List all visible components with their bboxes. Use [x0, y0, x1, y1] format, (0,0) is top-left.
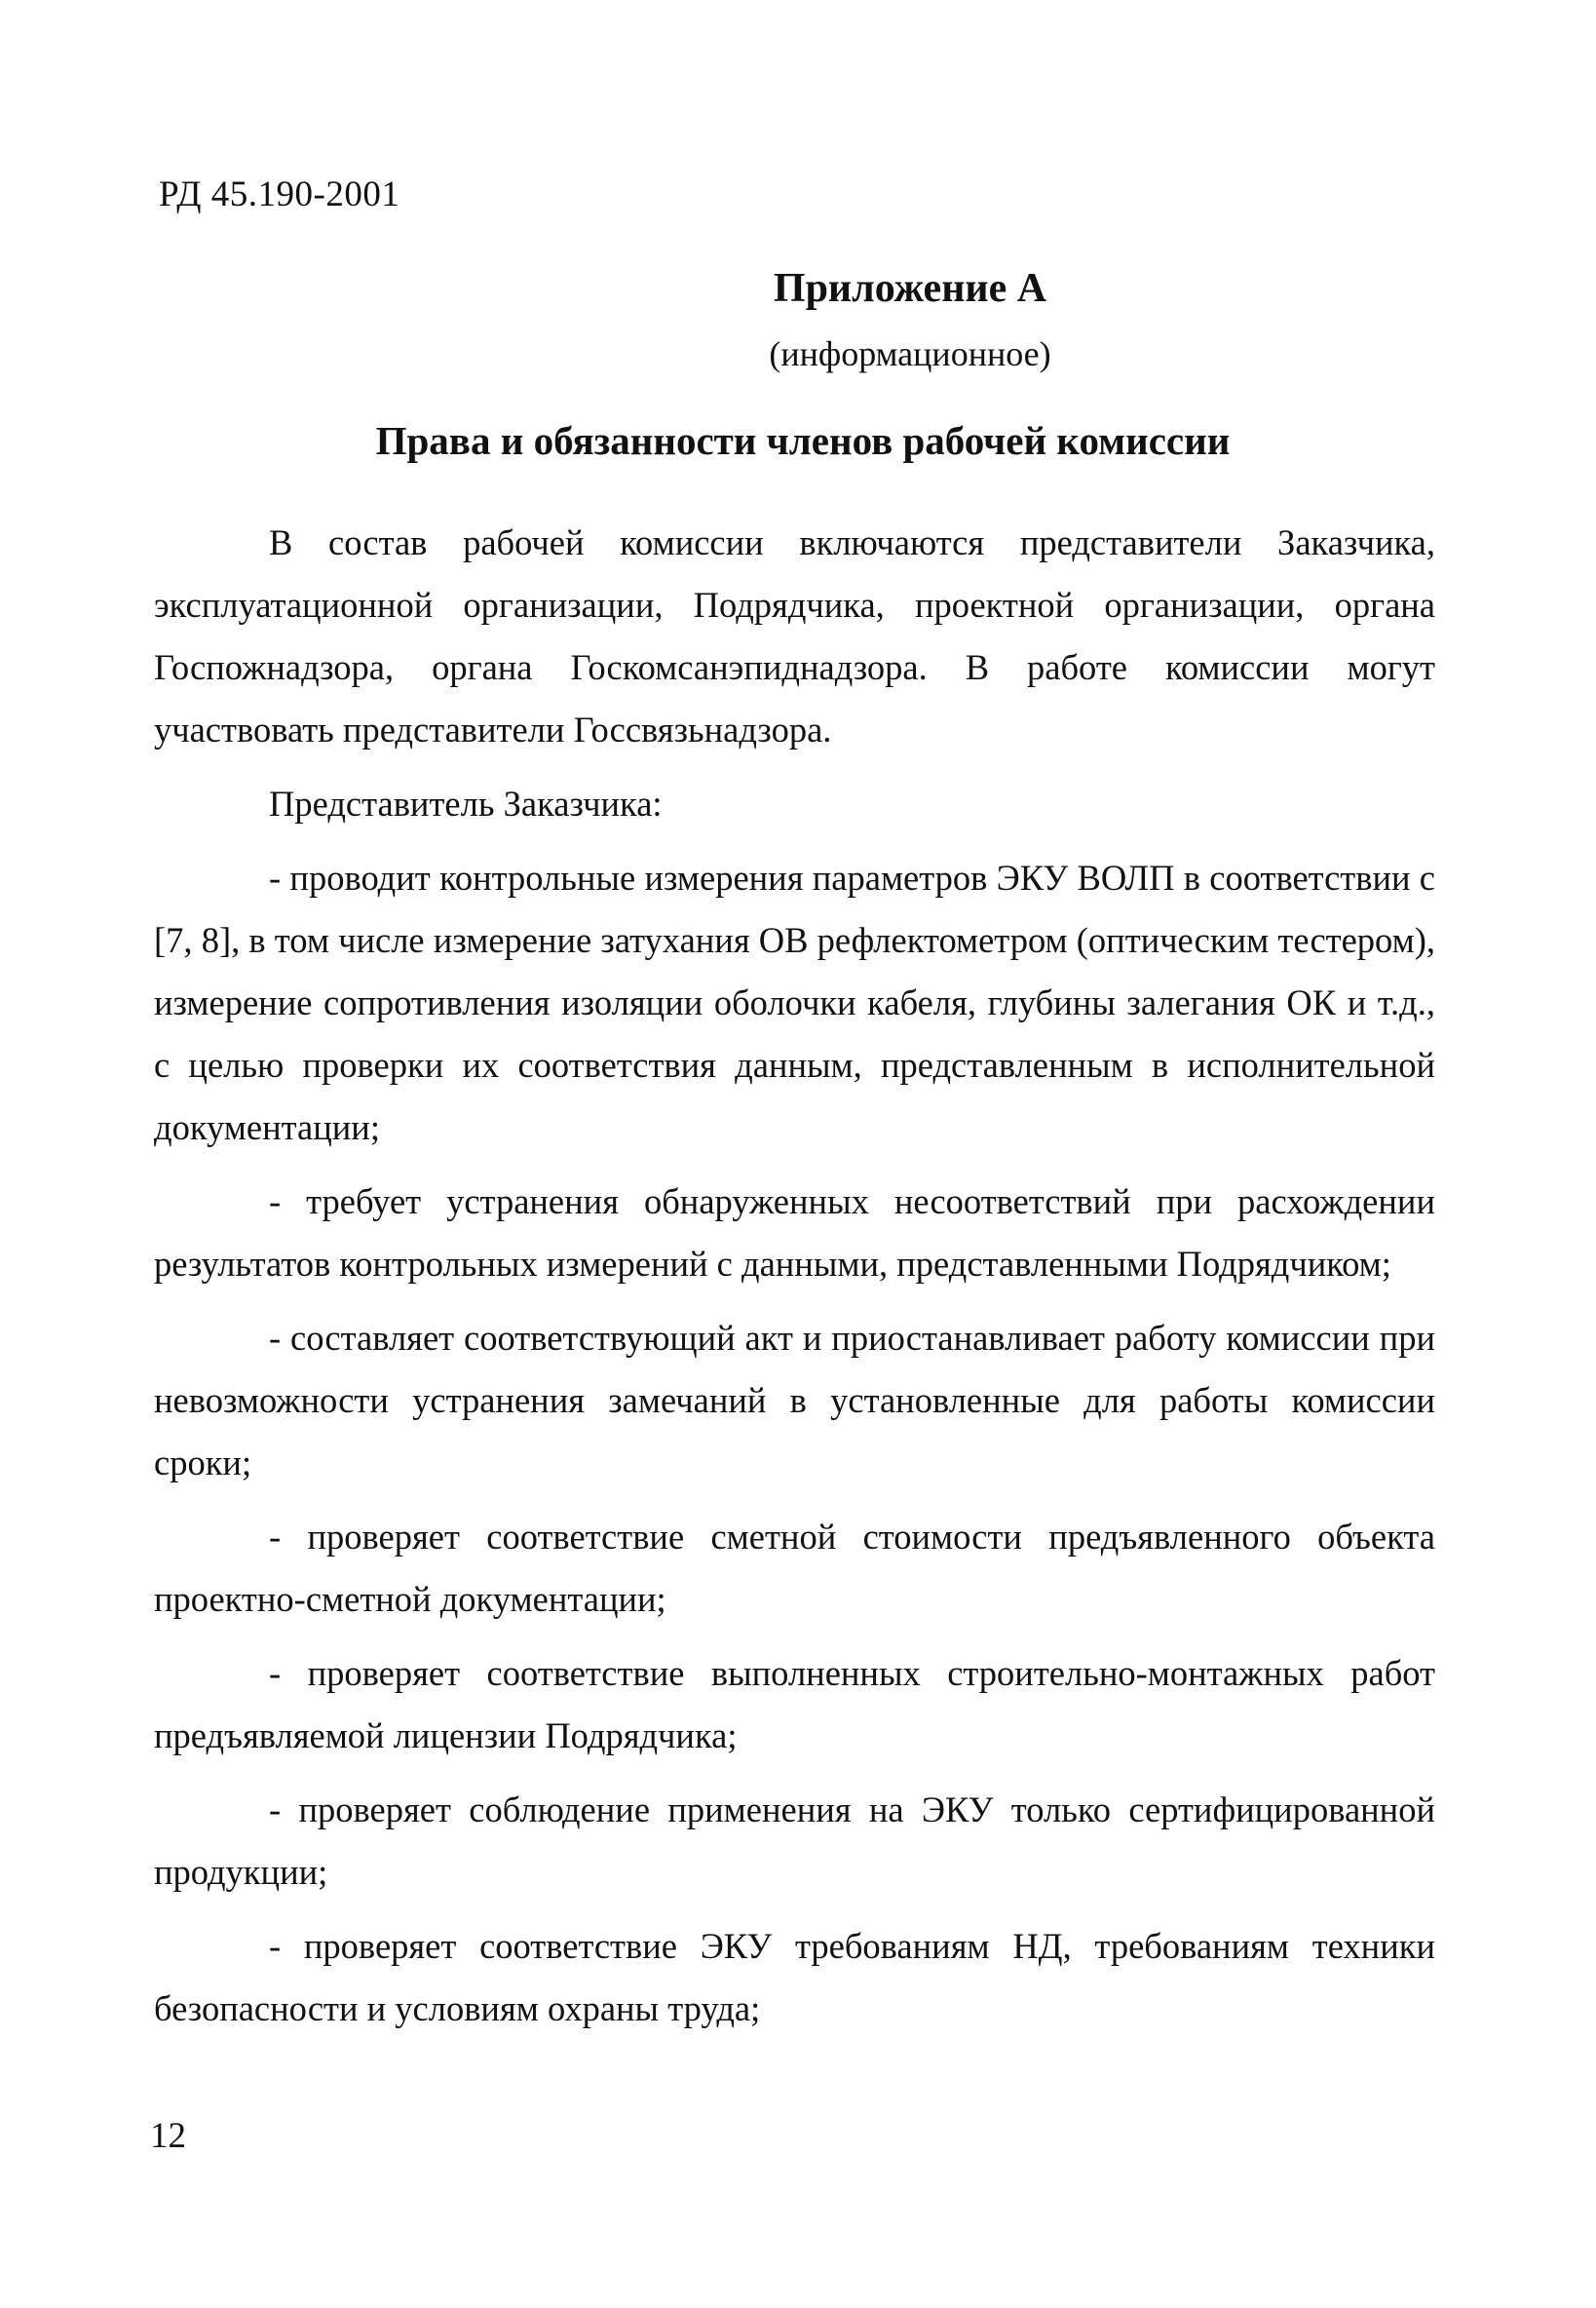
list-item: - проверяет соответствие сметной стоимости предъявленного объекта проектно-сметной документации; — [154, 1517, 1435, 1619]
list-item: - проверяет соблюдение применения на ЭКУ только сертифицированной продукции; — [154, 1789, 1435, 1892]
paragraph-commission-composition: В состав рабочей комиссии включаются представители Заказчика, эксплуатационной организации, Подрядчика, проектной организации, органа Госпожнадзора, органа Госкомсанэпиднадзора. В работе комиссии могут участвовать представители Госсвязьнадзора. — [154, 522, 1435, 750]
body-text — [154, 512, 1435, 2040]
list-item: - требует устранения обнаруженных несоответствий при расхождении результатов контрольных измерений с данными, представленными Подрядчиком; — [154, 1181, 1435, 1284]
appendix-title: Приложение А — [773, 266, 1047, 311]
paragraph-customer-representative: Представитель Заказчика: — [269, 784, 663, 824]
list-item: - составляет соответствующий акт и приостанавливает работу комиссии при невозможности устранения замечаний в установленные для работы комиссии сроки; — [154, 1318, 1435, 1482]
list-item: - проверяет соответствие ЭКУ требованиям НД, требованиям техники безопасности и условиям охраны труда; — [154, 1926, 1435, 2028]
document-code: РД 45.190-2001 — [159, 174, 400, 214]
section-title: Права и обязанности членов рабочей комиссии — [375, 418, 1231, 463]
page-number: 12 — [150, 2116, 186, 2156]
list-item: - проводит контрольные измерения параметров ЭКУ ВОЛП в соответствии с [7, 8], в том числе измерение затухания ОВ рефлектометром (оптическим тестером), измерение сопротивления изоляции оболочки кабеля, глубины залегания ОК и т.д., с целью проверки их соответствия данным, представленным в исполнительной документации; — [154, 858, 1435, 1147]
appendix-subtitle: (информационное) — [769, 334, 1051, 373]
list-item: - проверяет соответствие выполненных строительно-монтажных работ предъявляемой лицензии Подрядчика; — [154, 1653, 1435, 1755]
